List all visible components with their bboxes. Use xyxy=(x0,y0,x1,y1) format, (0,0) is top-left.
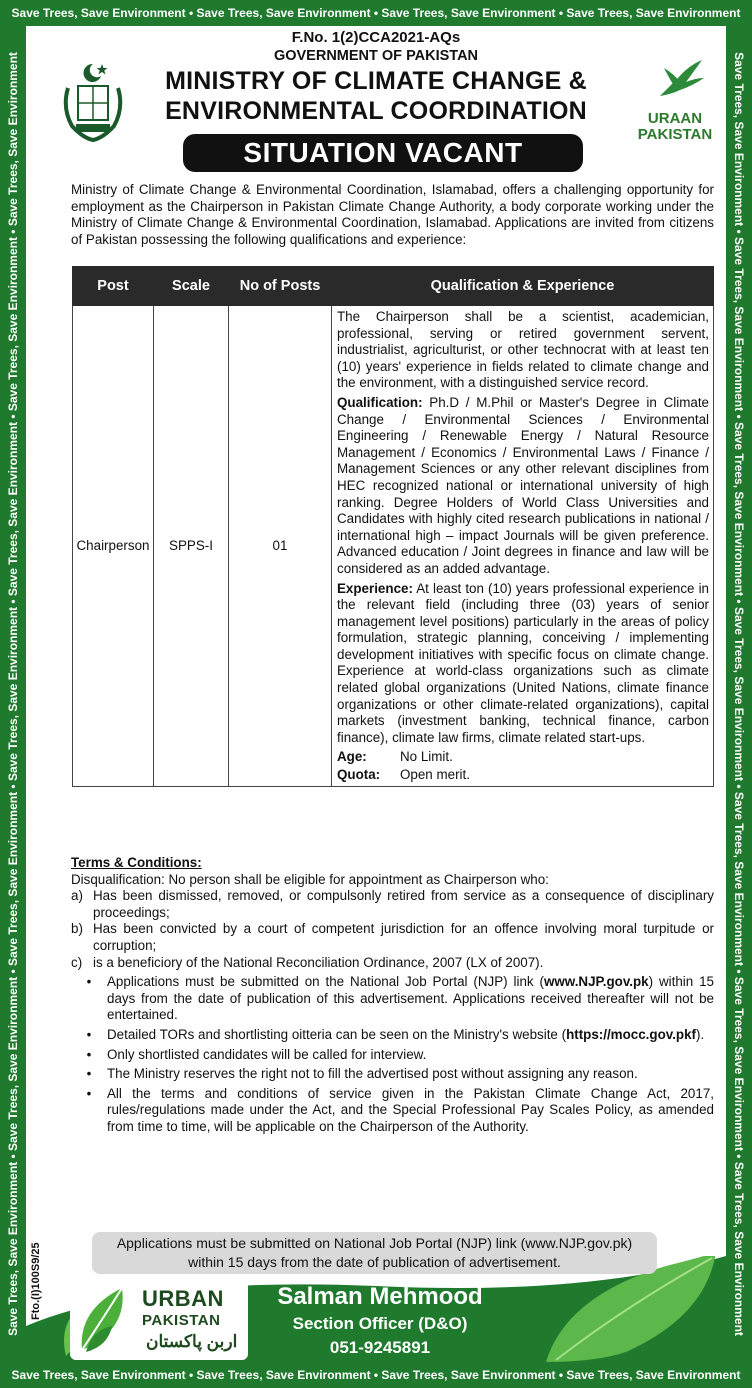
bullet-text-part: ) within 15 days from the date of publication of this advertisement. Applications received thereafter will not be entertained. xyxy=(107,974,714,1023)
qualification-label: Qualification: xyxy=(337,394,423,410)
file-number: F.No. 1(2)CCA2021-AQs xyxy=(291,29,461,46)
urban-logo-text: URBAN xyxy=(142,1286,224,1311)
column-header-post: Post xyxy=(73,267,154,306)
list-marker: c) xyxy=(71,954,83,970)
list-marker: b) xyxy=(71,921,83,937)
notice-box xyxy=(92,1232,657,1274)
bullet-text-part: ). xyxy=(696,1026,705,1042)
government-title: GOVERNMENT OF PAKISTAN xyxy=(273,48,479,64)
bottom-border-banner xyxy=(0,1362,752,1388)
bullet-text: Only shortlisted candidates will be called for interview. xyxy=(107,1046,427,1062)
cell-no-of-posts: 01 xyxy=(229,306,332,787)
signatory-block xyxy=(260,1282,500,1360)
list-item-text: Has been dismissed, removed, or compulsonly retired from service as a consequence of disciplinary proceedings; xyxy=(93,888,714,920)
ministry-website-link[interactable]: https://mocc.gov.pkf xyxy=(566,1026,697,1042)
table-row xyxy=(73,306,714,787)
bullet-text: The Ministry reserves the right not to fill the advertised post without assigning any reason. xyxy=(107,1066,638,1082)
ministry-title-line: MINISTRY OF CLIMATE CHANGE & xyxy=(165,67,587,95)
column-header-scale: Scale xyxy=(154,267,229,306)
ad-header xyxy=(26,26,726,176)
experience-label: Experience: xyxy=(337,580,413,596)
bullet-item xyxy=(71,1047,714,1064)
qualification-text: Ph.D / M.Phil or Master's Degree in Climate Change / Environmental Sciences / Environmental Engineering / Renewable Energy / Natural Resource Management / Economics / Environmental Laws / Finance / Management Sciences or any other relevant disciplines from HEC recognized national or international university of high ranking. Degree Holders of World Class Universities and Candidates with highly cited research publications in national / international high – impact Journals will be given preference. Advanced education / Joint degrees in finance and law will be considered as an added advantage. xyxy=(337,394,709,576)
pakistan-emblem-icon xyxy=(58,58,128,144)
list-item-text: Has been convicted by a court of competent jurisdiction for an offence involving moral turpitude or corruption; xyxy=(93,921,714,953)
table-header-row xyxy=(73,267,714,306)
list-item-text: is a beneficiory of the National Reconciliation Ordinance, 2007 (LX of 2007). xyxy=(93,954,544,970)
column-header-no-of-posts: No of Posts xyxy=(229,267,332,306)
bullet-icon: • xyxy=(86,1066,92,1082)
ministry-title xyxy=(26,66,726,126)
age-row xyxy=(337,749,709,766)
quota-label: Quota: xyxy=(337,767,381,783)
border-slogan: Save Trees, Save Environment • Save Trees, Save Environment • Save Trees, Save Environment • Save Trees, Save Environment xyxy=(11,6,741,20)
uraan-logo-text: URAAN xyxy=(647,110,703,127)
border-slogan: Save Trees, Save Environment • Save Trees, Save Environment • Save Trees, Save Environment • Save Trees, Save Environment • Save Trees, Save Environment • Save Trees, Save Environment • Save Trees, Save Environment xyxy=(732,52,746,1336)
bullet-icon: • xyxy=(86,1046,92,1062)
quota-value: Open merit. xyxy=(400,767,470,783)
uraan-pakistan-logo xyxy=(630,56,720,168)
bullet-text xyxy=(107,974,714,1024)
file-reference: Fto.(I)100S9/25 xyxy=(30,1242,42,1320)
bullet-item xyxy=(71,1086,714,1136)
cell-scale: SPPS-I xyxy=(154,306,229,787)
bullet-text: All the terms and conditions of service given in the Pakistan Climate Change Act, 2017, rules/regulations made under the Act, and the Special Professional Pay Scales Policy, as amended from time to time, will be applicable on the Chairperson of the Authority. xyxy=(107,1085,714,1134)
right-border-banner xyxy=(726,26,752,1362)
situation-vacant-banner: SITUATION VACANT xyxy=(183,134,583,172)
cell-qualification-experience xyxy=(332,306,714,787)
ministry-title-line: ENVIRONMENTAL COORDINATION xyxy=(165,97,587,125)
list-item xyxy=(71,921,714,954)
qualification-paragraph xyxy=(337,395,709,578)
leaf-icon xyxy=(72,1280,142,1360)
uraan-logo-text: PAKISTAN xyxy=(637,126,713,143)
disqualification-text: Disqualification: No person shall be eligible for appointment as Chairperson who: xyxy=(71,871,549,887)
urban-pakistan-logo xyxy=(70,1280,248,1360)
border-slogan: Save Trees, Save Environment • Save Trees, Save Environment • Save Trees, Save Environment • Save Trees, Save Environment xyxy=(11,1368,741,1382)
notice-line: Applications must be submitted on National Job Portal (NJP) link (www.NJP.gov.pk) xyxy=(116,1235,633,1251)
list-item xyxy=(71,888,714,921)
list-marker: a) xyxy=(71,888,83,904)
bullet-icon: • xyxy=(86,974,92,990)
bullet-text-part: Detailed TORs and shortlisting oitteria can be seen on the Ministry's website ( xyxy=(107,1026,567,1042)
age-label: Age: xyxy=(337,749,367,765)
top-border-banner xyxy=(0,0,752,26)
bullet-item xyxy=(71,974,714,1024)
border-slogan: Save Trees, Save Environment • Save Trees, Save Environment • Save Trees, Save Environment • Save Trees, Save Environment • Save Trees, Save Environment • Save Trees, Save Environment • Save Trees, Save Environment xyxy=(6,52,20,1336)
column-header-qualification: Qualification & Experience xyxy=(332,267,714,306)
bullet-text-part: Applications must be submitted on the National Job Portal (NJP) link ( xyxy=(107,974,544,990)
cell-post: Chairperson xyxy=(73,306,154,787)
bullet-icon: • xyxy=(86,1085,92,1101)
age-value: No Limit. xyxy=(400,749,453,765)
signatory-phone: 051-9245891 xyxy=(329,1338,431,1357)
urban-logo-urdu-text: اربن پاکستان xyxy=(146,1332,238,1351)
intro-paragraph: Ministry of Climate Change & Environmental Coordination, Islamabad, offers a challenging opportunity for employment as the Chairperson in Pakistan Climate Change Authority, a body corporate working under the Ministry of Climate Change & Environmental Coordination, Islamabad. Applications are invited from citizens of Pakistan possessing the following qualifications and experience: xyxy=(71,182,714,247)
post-description: The Chairperson shall be a scientist, academician, professional, serving or retired government servent, industrialist, agriculturist, or other technocrat with at least ten (10) years' experience in fields related to climate change and the environment, with a distinguished service record. xyxy=(337,309,709,391)
bullet-item xyxy=(71,1066,714,1083)
left-border-banner xyxy=(0,26,26,1362)
vacancy-table xyxy=(72,266,714,787)
signatory-designation: Section Officer (D&O) xyxy=(292,1314,468,1333)
njp-link[interactable]: www.NJP.gov.pk xyxy=(543,974,649,990)
signatory-name: Salman Mehmood xyxy=(277,1283,483,1310)
terms-title: Terms & Conditions: xyxy=(71,855,202,870)
terms-section xyxy=(71,855,714,1136)
list-item xyxy=(71,955,714,972)
bullet-icon: • xyxy=(86,1026,92,1042)
bullet-item xyxy=(71,1027,714,1044)
urban-logo-text: PAKISTAN xyxy=(142,1312,221,1329)
experience-paragraph xyxy=(337,581,709,747)
experience-text: At least ton (10) years professional experience in the relevant field (including three (03) years of senior management level positions) particularly in the areas of policy formulation, strategic planning, conceiving / implementing development initiatives with specific focus on climate change. Experience at world-class organizations such as climate related global organizations (United Nations, climate finance organizations or other climate-related organizations), capital markets (investment banking, technical finance, carbon finance), climate law firms, climate related start-ups. xyxy=(337,580,709,745)
notice-line: within 15 days from the date of publication of advertisement. xyxy=(188,1254,561,1270)
quota-row xyxy=(337,767,709,784)
bird-icon xyxy=(630,56,720,106)
bullet-text xyxy=(107,1027,714,1044)
